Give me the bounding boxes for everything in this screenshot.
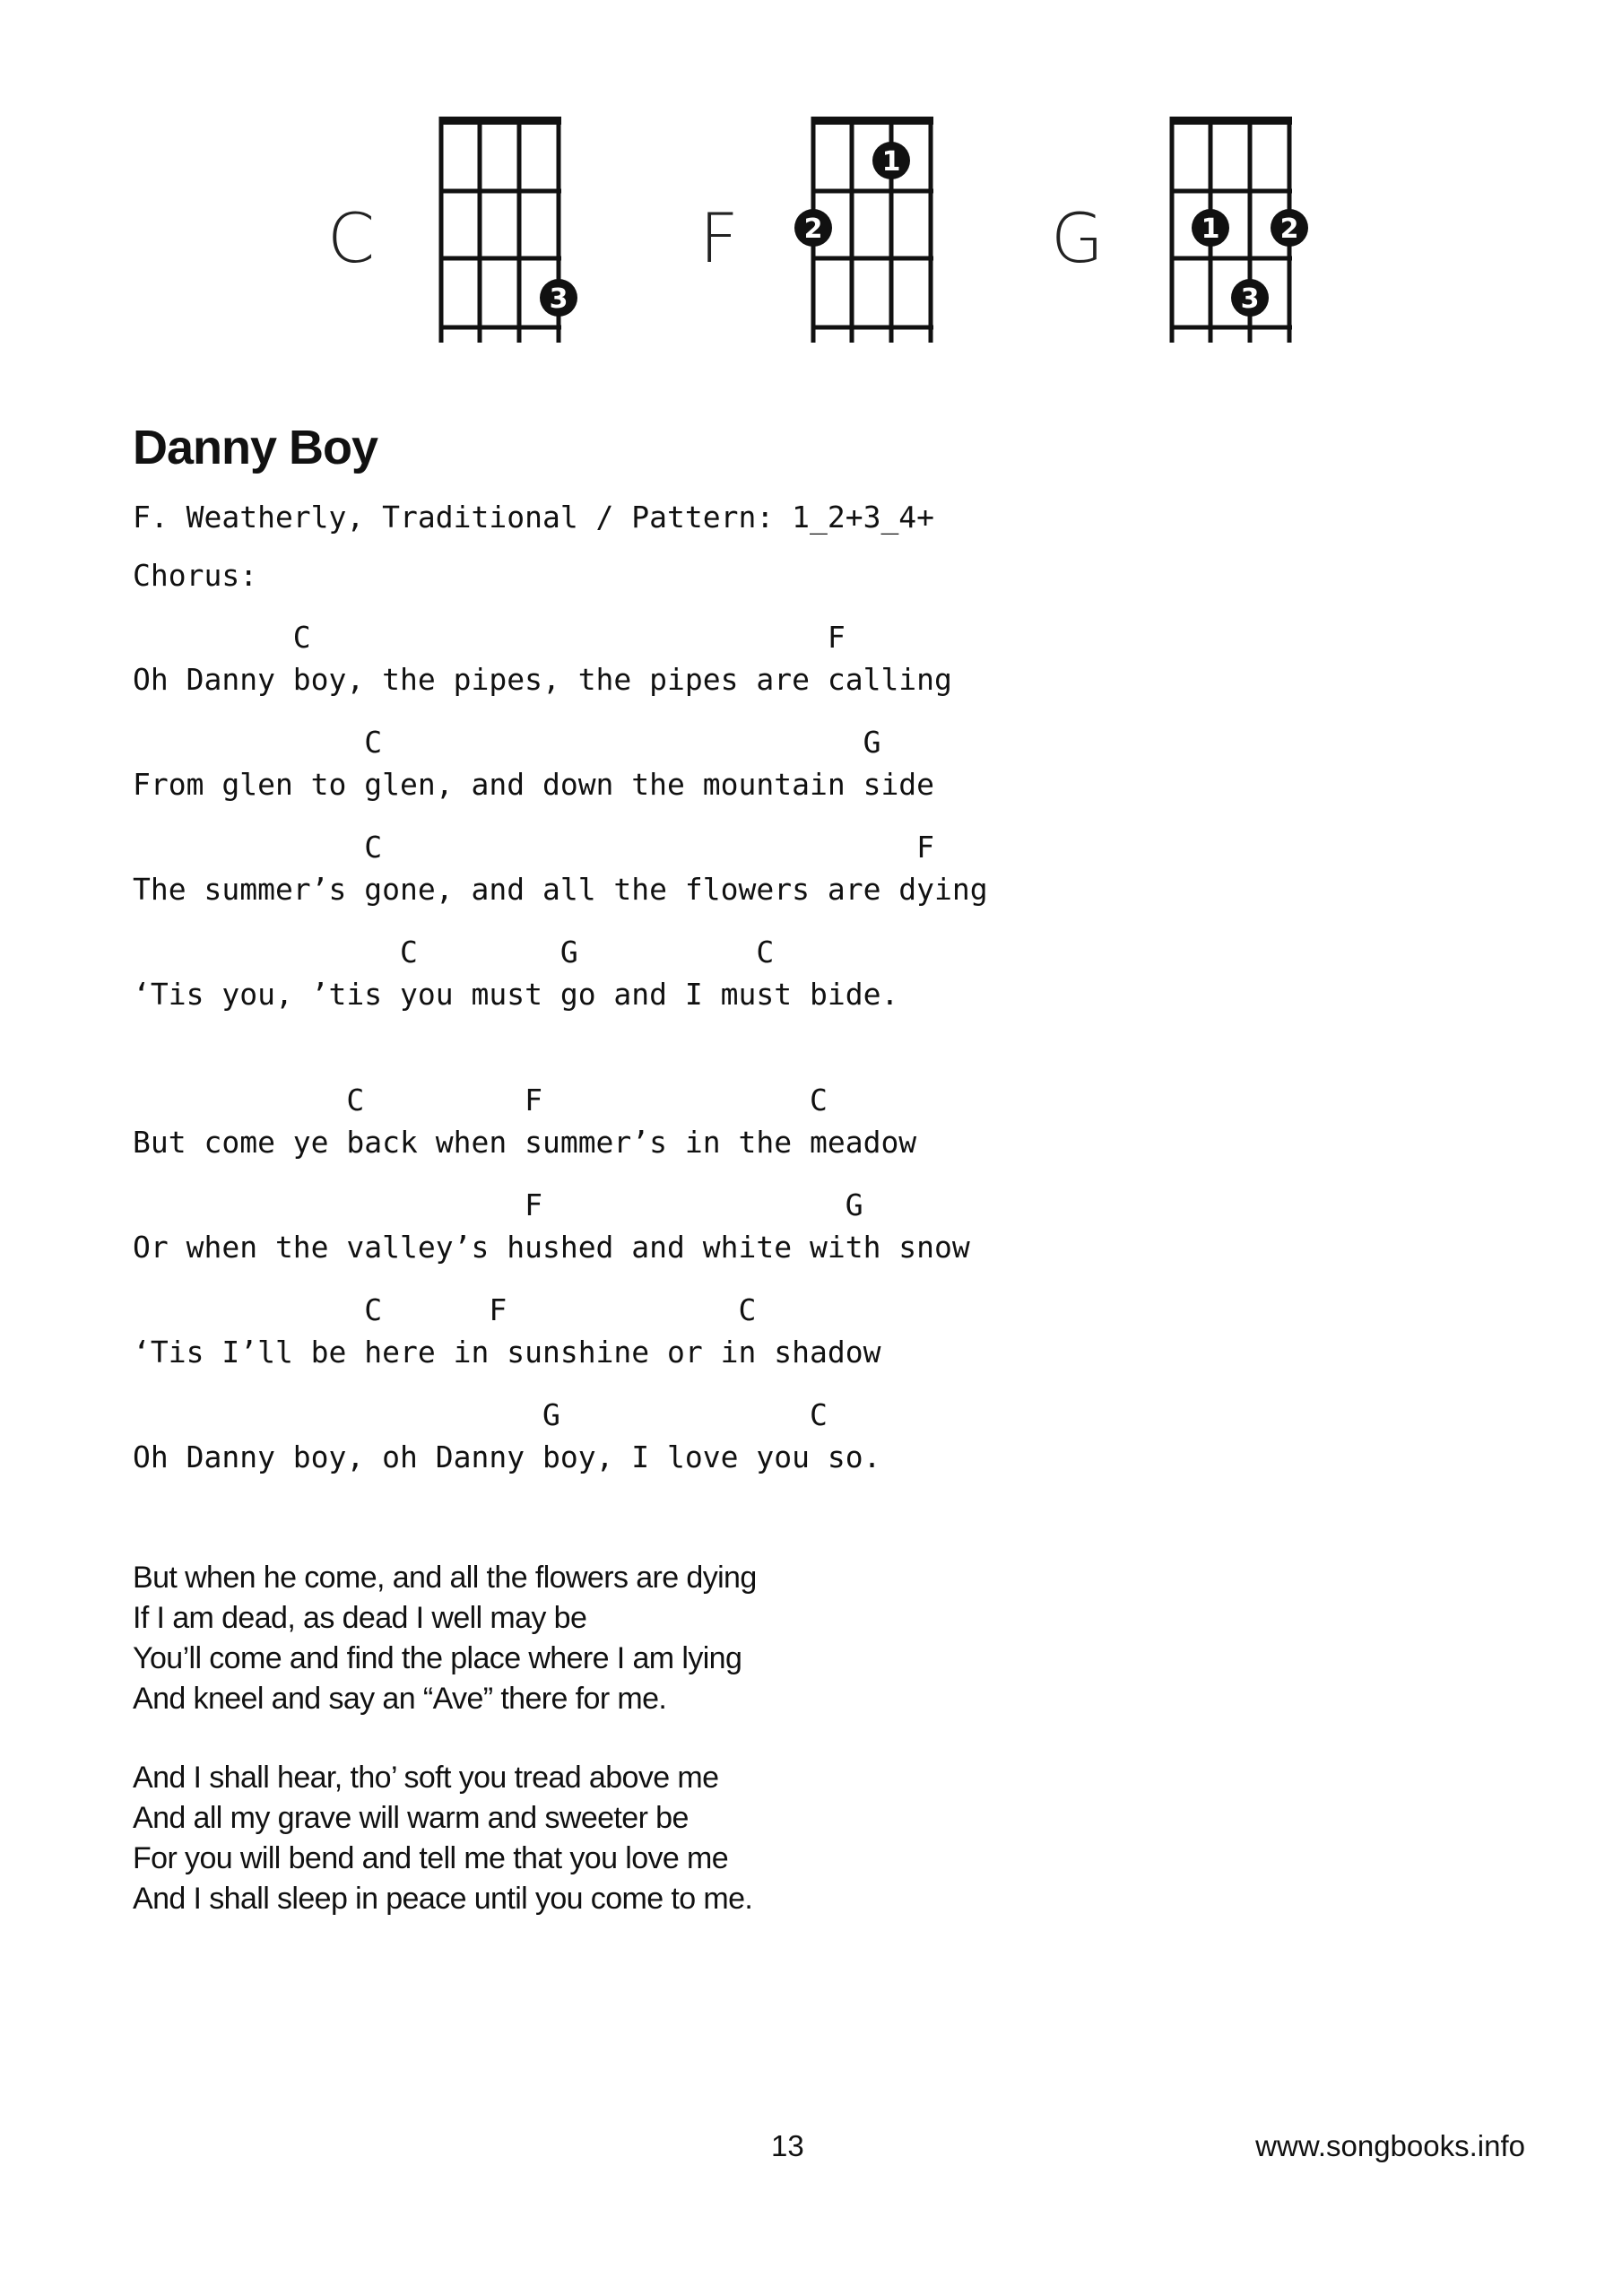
chord-diagram-f	[803, 117, 946, 350]
verse-2	[133, 1758, 752, 1919]
lyric-line: But come ye back when summer’s in the meadow	[133, 1125, 917, 1160]
chord-line: C F C	[133, 1083, 828, 1118]
verse-1	[133, 1558, 757, 1719]
chord-line: F G	[133, 1187, 863, 1222]
chord-line: C G	[133, 725, 881, 760]
page-number: 13	[771, 2129, 804, 2162]
chord-name-g: G	[1051, 198, 1104, 278]
finger-dot	[1271, 209, 1308, 247]
lyric-line: ‘Tis I’ll be here in sunshine or in shadow	[133, 1335, 881, 1370]
lyric-line: ‘Tis you, ’tis you must go and I must bide.	[133, 977, 899, 1012]
chord-line: G C	[133, 1397, 828, 1432]
chord-line: C F	[133, 830, 935, 865]
chorus-label: Chorus:	[133, 558, 258, 593]
lyric-line: The summer’s gone, and all the flowers are dying	[133, 872, 988, 907]
finger-dot	[1231, 279, 1269, 317]
lyric-line: From glen to glen, and down the mountain side	[133, 767, 935, 802]
verse-line: You’ll come and find the place where I am lying	[133, 1641, 742, 1675]
verse-line: And kneel and say an “Ave” there for me.	[133, 1682, 667, 1716]
lyric-line: Oh Danny boy, the pipes, the pipes are calling	[133, 662, 952, 697]
svg-text:1: 1	[1201, 213, 1220, 245]
verse-line: If I am dead, as dead I well may be	[133, 1601, 587, 1635]
svg-text:3: 3	[549, 283, 568, 315]
verse-line: And all my grave will warm and sweeter be	[133, 1801, 689, 1835]
verse-line: And I shall sleep in peace until you come to me.	[133, 1882, 753, 1916]
svg-text:1: 1	[881, 146, 901, 178]
chord-line: C F	[133, 620, 846, 655]
chord-diagram-g	[1170, 117, 1305, 350]
svg-text:2: 2	[803, 213, 823, 245]
song-subtitle: F. Weatherly, Traditional / Pattern: 1_2+3_4+	[133, 500, 935, 535]
finger-dot	[540, 279, 577, 317]
chord-name-f: F	[699, 198, 739, 278]
verse-line: And I shall hear, tho’ soft you tread above me	[133, 1761, 719, 1795]
finger-dot	[794, 209, 832, 247]
chord-diagram-c	[439, 117, 574, 350]
lyric-line: Oh Danny boy, oh Danny boy, I love you so.	[133, 1439, 881, 1474]
chord-name-c: C	[327, 198, 376, 278]
verse-line: For you will bend and tell me that you love me	[133, 1841, 729, 1875]
website-link[interactable]: www.songbooks.info	[1255, 2129, 1525, 2162]
finger-dot	[872, 142, 910, 179]
lyric-line: Or when the valley’s hushed and white with snow	[133, 1230, 970, 1265]
verse-line: But when he come, and all the flowers are dying	[133, 1561, 757, 1595]
finger-dot	[1192, 209, 1229, 247]
svg-text:3: 3	[1240, 283, 1260, 315]
svg-text:2: 2	[1279, 213, 1299, 245]
chord-line: C F C	[133, 1292, 757, 1327]
chord-line: C G C	[133, 935, 775, 970]
song-title: Danny Boy	[133, 421, 378, 474]
